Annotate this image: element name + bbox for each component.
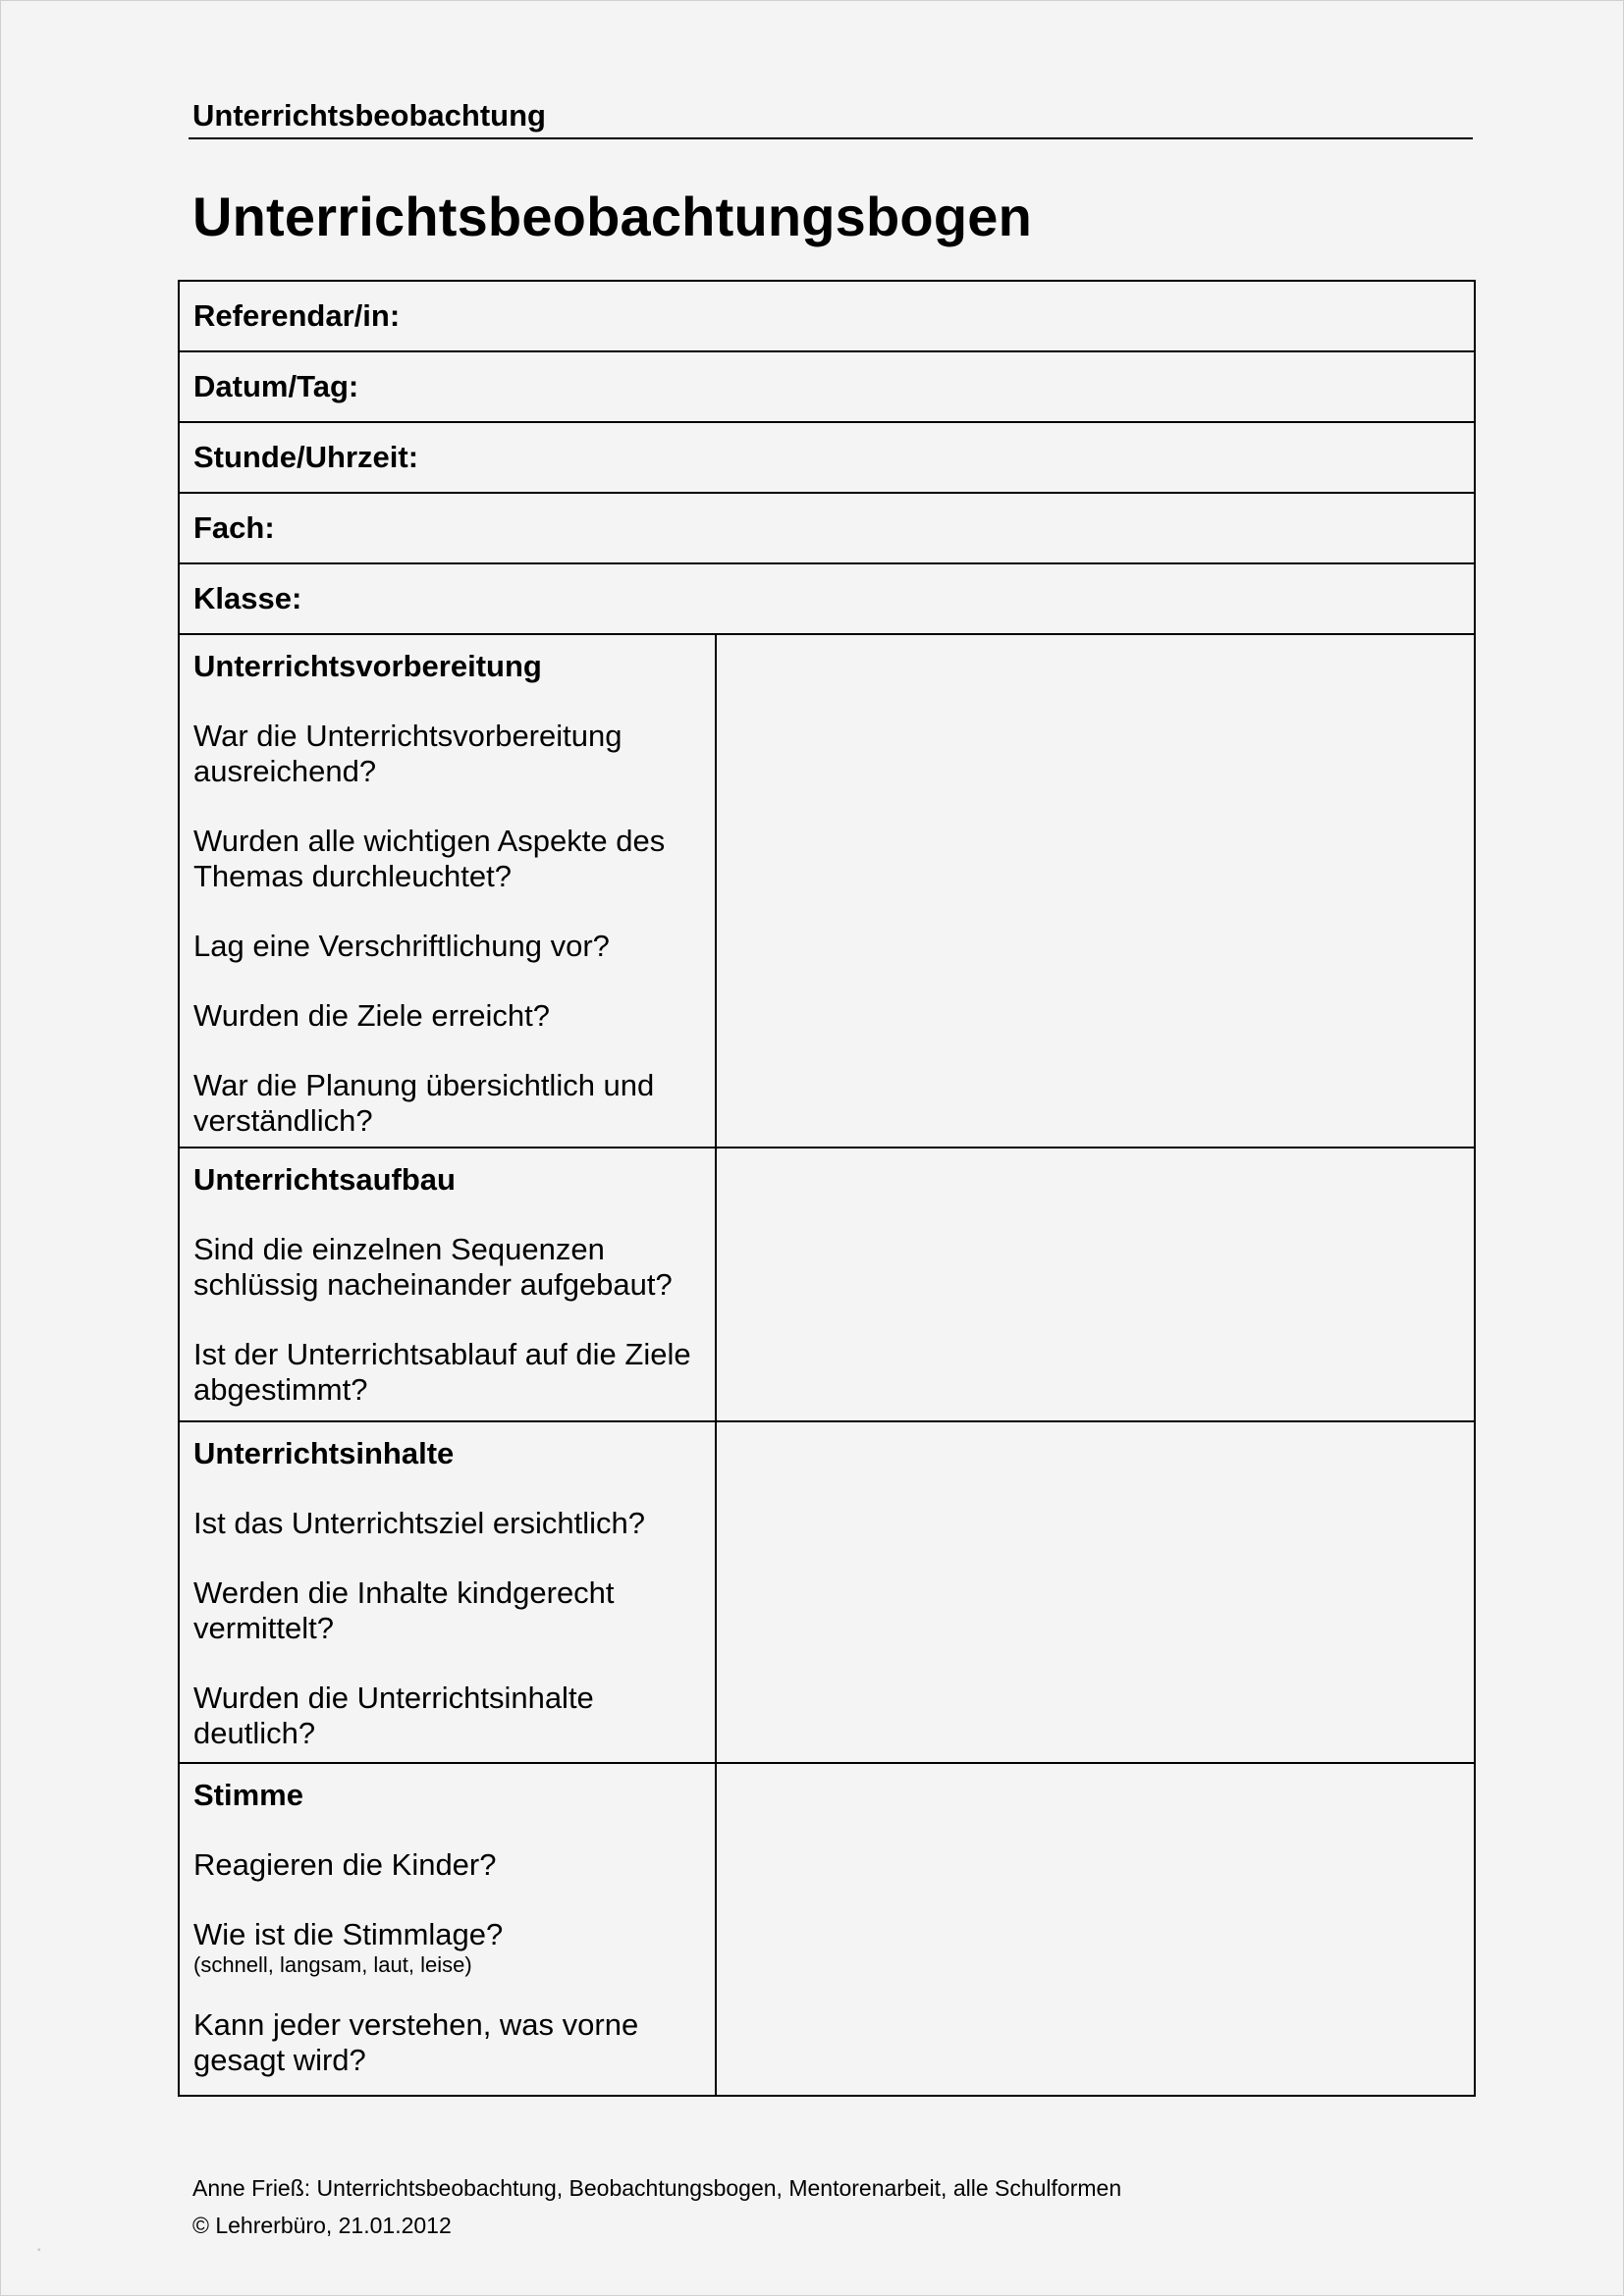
notes-cell-aufbau[interactable] (716, 1148, 1475, 1421)
question: Lag eine Verschriftlichung vor? (193, 929, 610, 963)
observation-form-table (178, 280, 1476, 2097)
field-label: Fach: (193, 510, 275, 545)
section-criteria-vorbereitung (179, 634, 716, 1148)
field-label: Referendar/in: (193, 298, 401, 333)
question-note: (schnell, langsam, laut, leise) (193, 1952, 472, 1977)
question: Ist der Unterrichtsablauf auf die Ziele abgestimmt? (193, 1337, 691, 1407)
field-label: Klasse: (193, 581, 302, 615)
question-with-note (193, 1917, 701, 1978)
field-label: Stunde/Uhrzeit: (193, 440, 419, 474)
question: War die Planung übersichtlich und verständlich? (193, 1068, 655, 1138)
question: Sind die einzelnen Sequenzen schlüssig nacheinander aufgebaut? (193, 1232, 673, 1302)
field-row-datum (179, 351, 1475, 422)
footer-credit: Anne Frieß: Unterrichtsbeobachtung, Beobachtungsbogen, Mentorenarbeit, alle Schulformen (192, 2175, 1122, 2201)
field-row-stunde (179, 422, 1475, 493)
field-klasse[interactable] (179, 563, 1475, 634)
field-stunde[interactable] (179, 422, 1475, 493)
section-row-aufbau (179, 1148, 1475, 1421)
watermark-mark: ▪ (37, 2245, 41, 2256)
question: Kann jeder verstehen, was vorne gesagt wird? (193, 2007, 639, 2077)
question: Wurden alle wichtigen Aspekte des Themas durchleuchtet? (193, 824, 666, 893)
page-title: Unterrichtsbeobachtungsbogen (192, 186, 1032, 247)
field-referendar[interactable] (179, 281, 1475, 351)
field-fach[interactable] (179, 493, 1475, 563)
question: Reagieren die Kinder? (193, 1847, 497, 1882)
section-row-vorbereitung (179, 634, 1475, 1148)
field-row-fach (179, 493, 1475, 563)
section-heading: Unterrichtsinhalte (193, 1436, 455, 1470)
section-criteria-stimme (179, 1763, 716, 2096)
section-heading: Unterrichtsaufbau (193, 1162, 456, 1197)
field-label: Datum/Tag: (193, 369, 359, 403)
notes-cell-inhalte[interactable] (716, 1421, 1475, 1763)
question: War die Unterrichtsvorbereitung ausreichend? (193, 719, 623, 788)
section-criteria-inhalte (179, 1421, 716, 1763)
question: Wie ist die Stimmlage? (193, 1917, 504, 1951)
question: Wurden die Unterrichtsinhalte deutlich? (193, 1681, 594, 1750)
field-datum[interactable] (179, 351, 1475, 422)
question: Werden die Inhalte kindgerecht vermittelt? (193, 1575, 615, 1645)
question: Wurden die Ziele erreicht? (193, 998, 550, 1033)
footer-copyright: © Lehrerbüro, 21.01.2012 (192, 2213, 452, 2238)
section-row-inhalte (179, 1421, 1475, 1763)
section-heading: Unterrichtsvorbereitung (193, 649, 542, 683)
notes-cell-vorbereitung[interactable] (716, 634, 1475, 1148)
header-divider (189, 137, 1473, 139)
question: Ist das Unterrichtsziel ersichtlich? (193, 1506, 645, 1540)
section-row-stimme (179, 1763, 1475, 2096)
field-row-referendar (179, 281, 1475, 351)
notes-cell-stimme[interactable] (716, 1763, 1475, 2096)
section-criteria-aufbau (179, 1148, 716, 1421)
field-row-klasse (179, 563, 1475, 634)
running-header: Unterrichtsbeobachtung (192, 98, 546, 133)
section-heading: Stimme (193, 1778, 303, 1812)
